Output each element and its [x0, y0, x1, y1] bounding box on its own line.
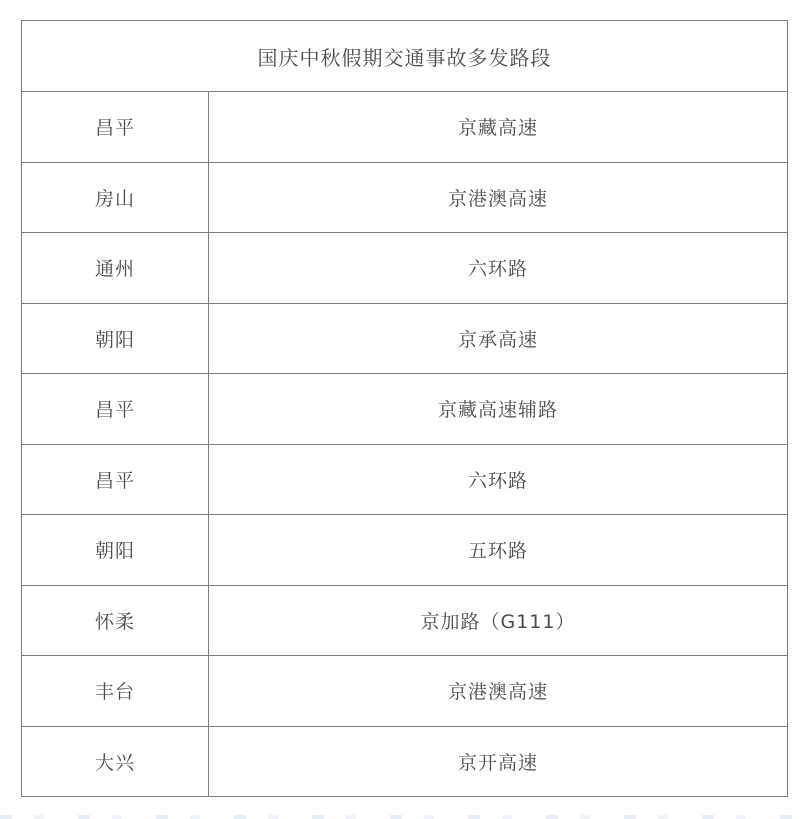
- district-cell: 怀柔: [22, 586, 209, 656]
- road-cell: 京加路（G111）: [420, 610, 576, 633]
- road-cell: 六环路: [467, 469, 528, 492]
- road-cell: 京开高速: [457, 751, 538, 774]
- table-row: [22, 92, 787, 163]
- table-row: [22, 656, 787, 727]
- table-row: [22, 445, 787, 516]
- district-cell: 朝阳: [22, 515, 209, 585]
- district-cell: 朝阳: [22, 304, 209, 374]
- table-title: 国庆中秋假期交通事故多发路段: [22, 21, 787, 92]
- road-cell: 京港澳高速: [447, 187, 548, 210]
- table-row: [22, 374, 787, 445]
- road-cell: 京藏高速辅路: [437, 399, 558, 422]
- table-row: [22, 304, 787, 375]
- accident-prone-roads-table: [21, 20, 788, 797]
- table-row: [22, 515, 787, 586]
- cropped-text-artifact: [0, 815, 804, 819]
- district-cell: 大兴: [22, 727, 209, 797]
- road-cell: 六环路: [467, 258, 528, 281]
- table-row: [22, 233, 787, 304]
- road-cell: 五环路: [467, 540, 528, 563]
- district-cell: 昌平: [22, 374, 209, 444]
- district-cell: 昌平: [22, 445, 209, 515]
- table-row: [22, 727, 787, 797]
- district-cell: 房山: [22, 163, 209, 233]
- district-cell: 丰台: [22, 656, 209, 726]
- road-cell: 京承高速: [457, 328, 538, 351]
- district-cell: 通州: [22, 233, 209, 303]
- road-cell: 京藏高速: [457, 117, 538, 140]
- road-cell: 京港澳高速: [447, 681, 548, 704]
- table-row: [22, 163, 787, 234]
- district-cell: 昌平: [22, 92, 209, 162]
- table-row: [22, 586, 787, 657]
